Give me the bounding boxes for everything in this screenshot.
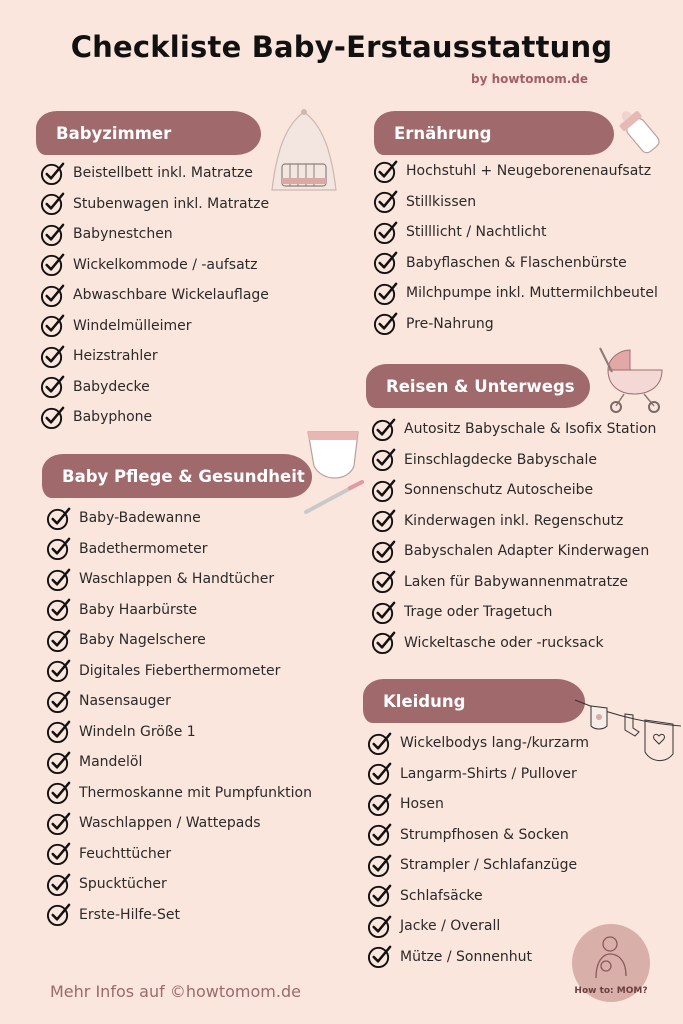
checkmark-circle-icon (46, 658, 71, 683)
checklist-pflege (46, 503, 312, 930)
checklist-item-label: Babydecke (73, 378, 150, 395)
checklist-item-label: Strampler / Schlafanzüge (400, 857, 578, 874)
checklist-item-label: Windeln Größe 1 (79, 723, 196, 740)
checklist-item (46, 564, 312, 595)
checklist-item (373, 278, 658, 309)
checklist-item-label: Stillkissen (406, 193, 477, 210)
checklist-item (46, 503, 312, 534)
byline: by howtomom.de (471, 72, 588, 86)
checklist-item (373, 217, 658, 248)
checklist-item-label: Stilllicht / Nachtlicht (406, 224, 547, 241)
checkmark-circle-icon (46, 780, 71, 805)
checklist-item-label: Heizstrahler (73, 348, 158, 365)
logo-text: How to: MOM? (574, 986, 648, 996)
checklist-item (367, 850, 589, 881)
checklist-item (40, 311, 269, 342)
checklist-item (367, 911, 589, 942)
checklist-item-label: Babyflaschen & Flaschenbürste (406, 254, 627, 271)
checkmark-circle-icon (46, 567, 71, 592)
checklist-item (40, 280, 269, 311)
checklist-item (367, 728, 589, 759)
checklist-item (46, 656, 312, 687)
checklist-item-label: Langarm-Shirts / Pullover (400, 765, 577, 782)
checklist-item (40, 219, 269, 250)
checklist-item-label: Badethermometer (79, 540, 208, 557)
checkmark-circle-icon (46, 872, 71, 897)
checklist-item (46, 747, 312, 778)
checkmark-circle-icon (46, 536, 71, 561)
section-banner-pflege (42, 454, 312, 498)
checkmark-circle-icon (373, 189, 398, 214)
checklist-item (46, 534, 312, 565)
checkmark-circle-icon (371, 569, 396, 594)
checklist-item (373, 248, 658, 279)
checklist-item-label: Digitales Fieberthermometer (79, 662, 281, 679)
checklist-item (367, 759, 589, 790)
crib-canopy-icon (264, 106, 344, 196)
checklist-item-label: Hochstuhl + Neugeborenenaufsatz (406, 163, 652, 180)
checkmark-circle-icon (40, 344, 65, 369)
checklist-item (46, 869, 312, 900)
checkmark-circle-icon (40, 283, 65, 308)
section-banner-ernaehrung (374, 111, 614, 155)
section-banner-babyzimmer (36, 111, 261, 155)
checklist-item-label: Wickelbodys lang-/kurzarm (400, 735, 589, 752)
checkmark-circle-icon (373, 159, 398, 184)
checklist-item-label: Pre-Nahrung (406, 315, 494, 332)
page-title: Checkliste Baby-Erstausstattung (70, 30, 613, 64)
checklist-item (371, 445, 656, 476)
checklist-item-label: Strumpfhosen & Socken (400, 826, 569, 843)
stroller-icon (594, 344, 670, 414)
checkmark-circle-icon (373, 220, 398, 245)
checklist-item-label: Sonnenschutz Autoscheibe (404, 482, 594, 499)
checkmark-circle-icon (46, 902, 71, 927)
checkmark-circle-icon (373, 281, 398, 306)
checkmark-circle-icon (373, 250, 398, 275)
checklist-item-label: Waschlappen & Handtücher (79, 571, 275, 588)
checklist-ernaehrung (373, 156, 658, 339)
checklist-babyzimmer (40, 158, 269, 433)
clothesline-icon (573, 692, 683, 772)
checklist-item (371, 414, 656, 445)
checklist-item-label: Mandelöl (79, 754, 143, 771)
checklist-item (367, 789, 589, 820)
checkmark-circle-icon (40, 191, 65, 216)
checklist-item-label: Baby Nagelschere (79, 632, 206, 649)
checklist-item-label: Thermoskanne mit Pumpfunktion (79, 784, 312, 801)
checkmark-circle-icon (40, 374, 65, 399)
checklist-item-label: Erste-Hilfe-Set (79, 906, 180, 923)
checklist-item (46, 686, 312, 717)
checkmark-circle-icon (40, 161, 65, 186)
checkmark-circle-icon (371, 478, 396, 503)
checklist-item (46, 808, 312, 839)
checklist-item-label: Autositz Babyschale & Isofix Station (404, 421, 657, 438)
checklist-item-label: Baby-Badewanne (79, 510, 201, 527)
checklist-item-label: Waschlappen / Wattepads (79, 815, 261, 832)
checklist-item-label: Windelmülleimer (73, 317, 192, 334)
checkmark-circle-icon (46, 841, 71, 866)
checklist-item (46, 625, 312, 656)
checklist-item (373, 309, 658, 340)
checklist-item-label: Feuchttücher (79, 845, 172, 862)
checklist-item (373, 187, 658, 218)
checklist-item (40, 402, 269, 433)
checklist-item (46, 595, 312, 626)
checklist-item (371, 567, 656, 598)
checklist-item (371, 628, 656, 659)
checklist-item-label: Wickelkommode / -aufsatz (73, 256, 258, 273)
baby-bottle-icon (608, 100, 670, 162)
checklist-item (371, 597, 656, 628)
checklist-item-label: Hosen (400, 796, 444, 813)
checkmark-circle-icon (371, 508, 396, 533)
checklist-item (46, 900, 312, 931)
section-title: Reisen & Unterwegs (386, 376, 575, 396)
footer-link[interactable]: Mehr Infos auf ©howtomom.de (50, 982, 301, 1001)
checkmark-circle-icon (371, 630, 396, 655)
checklist-item-label: Baby Haarbürste (79, 601, 198, 618)
checkmark-circle-icon (367, 883, 392, 908)
checklist-item-label: Laken für Babywannenmatratze (404, 573, 629, 590)
mother-baby-icon (572, 928, 650, 988)
checklist-item (40, 189, 269, 220)
checkmark-circle-icon (46, 811, 71, 836)
checkmark-circle-icon (40, 405, 65, 430)
section-title: Kleidung (383, 691, 466, 711)
checkmark-circle-icon (46, 719, 71, 744)
checklist-item-label: Nasensauger (79, 693, 171, 710)
brand-logo (572, 924, 650, 1002)
checklist-item-label: Beistellbett inkl. Matratze (73, 165, 253, 182)
checklist-item-label: Spucktücher (79, 876, 167, 893)
diaper-thermometer-icon (300, 426, 370, 516)
section-banner-kleidung (363, 679, 585, 723)
checklist-item (371, 506, 656, 537)
checklist-item (46, 717, 312, 748)
checkmark-circle-icon (46, 750, 71, 775)
checklist-item (367, 881, 589, 912)
checklist-item-label: Babynestchen (73, 226, 173, 243)
checkmark-circle-icon (46, 689, 71, 714)
checkmark-circle-icon (40, 313, 65, 338)
checklist-item-label: Trage oder Tragetuch (404, 604, 553, 621)
checklist-item (40, 158, 269, 189)
checklist-item (46, 778, 312, 809)
checkmark-circle-icon (371, 417, 396, 442)
checklist-item (40, 250, 269, 281)
checkmark-circle-icon (367, 761, 392, 786)
checkmark-circle-icon (367, 853, 392, 878)
checkmark-circle-icon (40, 222, 65, 247)
checklist-item (371, 536, 656, 567)
checklist-item-label: Milchpumpe inkl. Muttermilchbeutel (406, 285, 658, 302)
checkmark-circle-icon (373, 311, 398, 336)
checklist-item (371, 475, 656, 506)
checklist-item-label: Jacke / Overall (400, 918, 501, 935)
checklist-item-label: Stubenwagen inkl. Matratze (73, 195, 270, 212)
checklist-item (367, 820, 589, 851)
checkmark-circle-icon (46, 597, 71, 622)
checkmark-circle-icon (371, 447, 396, 472)
section-title: Ernährung (394, 123, 492, 143)
checkmark-circle-icon (371, 539, 396, 564)
section-title: Baby Pflege & Gesundheit (62, 466, 305, 486)
checkmark-circle-icon (367, 822, 392, 847)
checklist-item-label: Wickeltasche oder -rucksack (404, 634, 604, 651)
checklist-item (367, 942, 589, 973)
checklist-kleidung (367, 728, 589, 972)
checkmark-circle-icon (367, 731, 392, 756)
checklist-reisen (371, 414, 656, 658)
checklist-item-label: Einschlagdecke Babyschale (404, 451, 597, 468)
checklist-item-label: Babyphone (73, 409, 153, 426)
checkmark-circle-icon (367, 944, 392, 969)
checkmark-circle-icon (46, 628, 71, 653)
checklist-item-label: Kinderwagen inkl. Regenschutz (404, 512, 624, 529)
checklist-item-label: Schlafsäcke (400, 887, 483, 904)
checklist-item (46, 839, 312, 870)
section-title: Babyzimmer (56, 123, 172, 143)
checkmark-circle-icon (40, 252, 65, 277)
checklist-item-label: Babyschalen Adapter Kinderwagen (404, 543, 650, 560)
checklist-item-label: Mütze / Sonnenhut (400, 948, 532, 965)
checkmark-circle-icon (371, 600, 396, 625)
checkmark-circle-icon (367, 792, 392, 817)
checklist-item-label: Abwaschbare Wickelauflage (73, 287, 269, 304)
checklist-item (40, 372, 269, 403)
checklist-item (40, 341, 269, 372)
section-banner-reisen (366, 364, 590, 408)
checkmark-circle-icon (46, 506, 71, 531)
checkmark-circle-icon (367, 914, 392, 939)
